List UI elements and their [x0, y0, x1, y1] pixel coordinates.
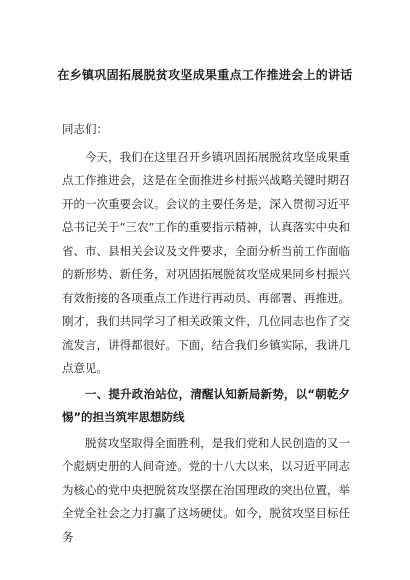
- paragraph-opening: 今天，我们在这里召开乡镇巩固拓展脱贫攻坚成果重点工作推进会，这是在全面推进乡村振兴战略关键时期召开的一次重要会议。会议的主要任务是，深入贯彻习近平总书记关于“三农”工作的重要指示精神，认真落实中央和省、市、县相关会议及文件要求，全面分析当前工作面临的新形势、新任务，对巩固拓展脱贫攻坚成果同乡村振兴有效衔接的各项重点工作进行再动员、再部署、再推进。刚才，我们共同学习了相关政策文件，几位同志也作了交流发言，讲得都很好。下面，结合我们乡镇实际，我讲几点意见。: [62, 149, 350, 375]
- document-body: [62, 118, 350, 549]
- section-heading-1: 一、提升政治站位，清醒认知新局新势，以“朝乾夕惕”的担当筑牢思想防线: [62, 386, 350, 424]
- salutation: 同志们：: [62, 122, 108, 136]
- document-title: 在乡镇巩固拓展脱贫攻坚成果重点工作推进会上的讲话: [57, 68, 353, 82]
- paragraph-section-1: 脱贫攻坚取得全面胜利，是我们党和人民创造的又一个彪炳史册的人间奇迹。党的十八大以来，以习近平同志为核心的党中央把脱贫攻坚摆在治国理政的突出位置，举全党全社会之力打赢了这场硬仗。如今，脱贫攻坚目标任务: [62, 435, 350, 544]
